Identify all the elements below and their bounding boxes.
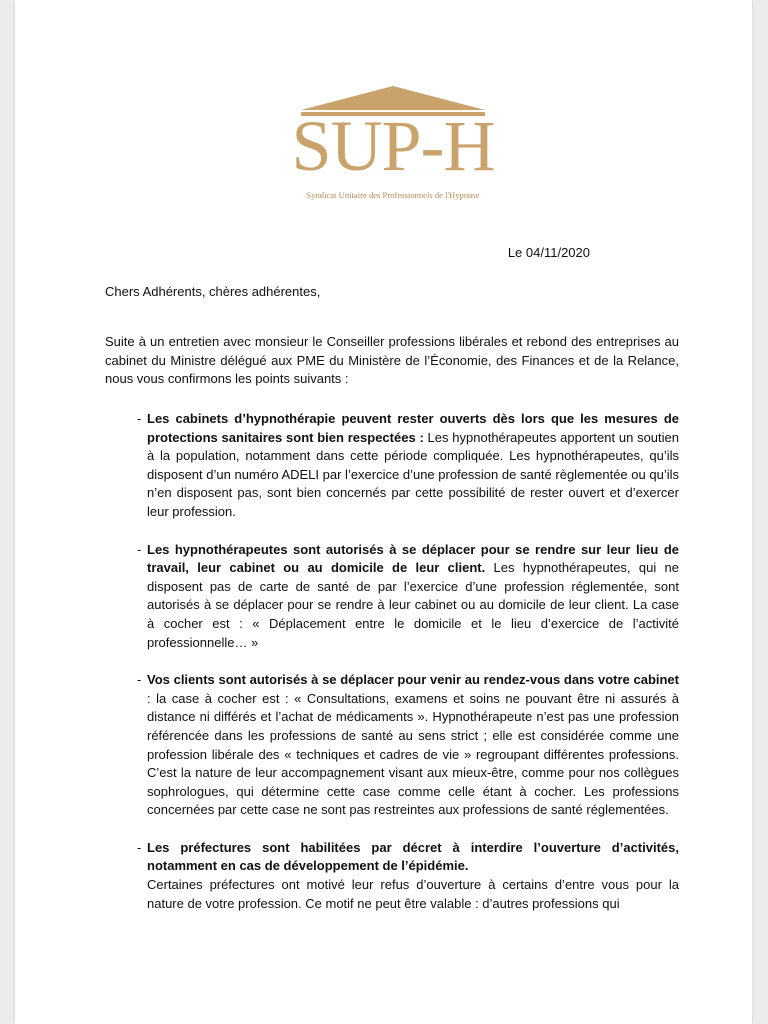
list-item [105, 671, 679, 820]
logo-wordmark: SUP-H [291, 106, 495, 186]
dash-bullet-icon: - [137, 411, 142, 426]
bullet-text: Les hypnothérapeutes apportent un soutien à la population, notamment dans cette période compliquée. Les hypnothérapeutes, qu’ils disposent d’un numéro ADELI par l’exercice d’une profession de santé règlementée ou qu’ils n’en disposent pas, sont bien concernés par cette possibilité de rester ouvert et d’exercer leur profession. [147, 429, 679, 519]
bullet-continuation: Certaines préfectures ont motivé leur refus d’ouverture à certains d’entre vous pour la nature de votre profession. Ce motif ne peut être valable : d’autres professions qui [147, 877, 679, 911]
list-item [105, 410, 679, 522]
dash-bullet-icon: - [137, 541, 142, 557]
bullet-heading: Les hypnothérapeutes sont autorisés à se déplacer pour se rendre sur leur lieu de travail, leur cabinet ou au domicile de leur client. [147, 541, 679, 576]
dash-bullet-icon: - [137, 839, 142, 855]
sup-h-logo [283, 84, 503, 214]
bullet-heading: Les préfectures sont habilitées par décret à interdire l’ouverture d’activités, notamment en cas de développement de l’épidémie. [147, 839, 679, 874]
dash-bullet-icon: - [137, 672, 142, 688]
list-item [105, 839, 679, 913]
bullet-text: : la case à cocher est : « Consultations, examens et soins ne pouvant être ni assurés à distance ni différés et l’achat de médicaments ». Hypnothérapeute n’est pas une profession référencée dans les professions de santé au sens strict ; elle est considérée comme une profession libérale des « techniques et cadres de vie » regroupant différentes professions. C’est la nature de leur accompagnement visant aux mieux-être, comme pour nos collègues sophrologues, qui détermine cette case comme celle étant à cocher. Les professions concernées par cette case ne sont pas restreintes aux professions de santé réglementées. [147, 690, 679, 818]
bullet-heading: Vos clients sont autorisés à se déplacer pour venir au rendez-vous dans votre cabinet [147, 672, 679, 688]
letter-date: Le 04/11/2020 [507, 245, 590, 260]
intro-paragraph: Suite à un entretien avec monsieur le Conseiller professions libérales et rebond des entreprises au cabinet du Ministre délégué aux PME du Ministère de l’Économie, des Finances et de la Relance, nous vous confirmons les points suivants : [105, 334, 679, 387]
list-item [105, 541, 679, 653]
points-list [105, 410, 679, 932]
bullet-heading: Les cabinets d’hypnothérapie peuvent rester ouverts dès lors que les mesures de protections sanitaires sont bien respectées : [147, 411, 679, 445]
bullet-text: Les hypnothérapeutes, qui ne disposent pas de carte de santé de par l’exercice d’une profession réglementée, sont autorisés à se déplacer pour se rendre à leur cabinet ou au domicile de leur client. La case à cocher est : « Déplacement entre le domicile et le lieu d’exercice de l’activité professionnelle… » [147, 560, 679, 650]
logo-subtitle: Syndicat Unitaire des Professionnels de l'Hypnose [306, 190, 480, 200]
greeting: Chers Adhérents, chères adhérentes, [105, 284, 321, 299]
document-page [15, 0, 752, 1024]
